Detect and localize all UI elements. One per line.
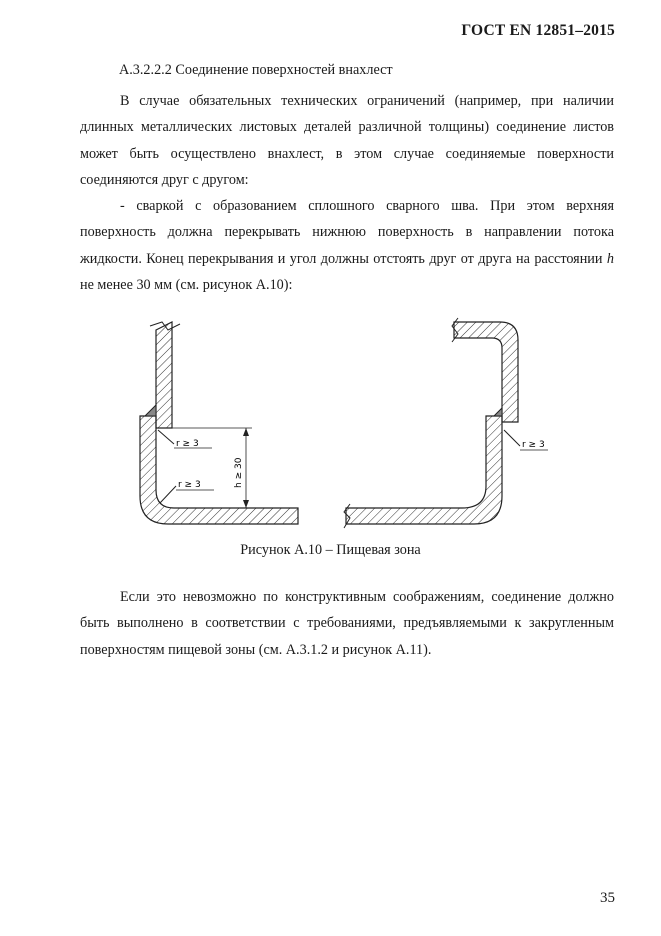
- intro-paragraph: В случае обязательных технических ограничений (например, при наличии длинных металлических листовых деталей различной толщины) соединение листов может быть осуществлено внахлест, в этом случае соединяемые поверхности соединяются друг с другом:: [80, 93, 614, 188]
- right-bottom-sheet: [346, 416, 502, 524]
- page-number: 35: [600, 890, 615, 906]
- left-lower-sheet: [140, 416, 298, 524]
- closing-paragraph: Если это невозможно по конструктивным соображениям, соединение должно быть выполнено в соответствии с требованиями, предъявляемыми к закругленным поверхностям пищевой зоны (см. А.3.1.2 и рисунок А.11).: [80, 589, 614, 658]
- radius-label-lower: r ≥ 3: [178, 480, 201, 490]
- dimension-label-h: h ≥ 30: [234, 457, 244, 488]
- figure-drawing: [0, 300, 661, 545]
- dimension-arrow-bottom: [243, 500, 249, 508]
- closing-body: [80, 584, 614, 663]
- section-heading: А.3.2.2.2 Соединение поверхностей внахлест: [119, 62, 393, 78]
- radius-label-right: r ≥ 3: [522, 440, 545, 450]
- section-body: [80, 88, 614, 298]
- figure-caption: Рисунок А.10 – Пищевая зона: [240, 542, 421, 558]
- left-weld-fillet: [145, 405, 156, 416]
- variable-h: h: [606, 250, 614, 267]
- radius-label-upper: r ≥ 3: [176, 439, 199, 449]
- welding-text-start: - сваркой с образованием сплошного сварного шва. При этом верхняя поверхность должна перекрывать нижнюю поверхность в направлении потока жидкости. Конец перекрывания и угол должны отстоять друг от друга на расстоянии: [80, 198, 614, 267]
- right-upper-sheet: [454, 322, 518, 422]
- radius-leader-lower: [160, 486, 176, 503]
- document-header: ГОСТ EN 12851–2015: [461, 22, 615, 39]
- dimension-arrow-top: [243, 428, 249, 436]
- welding-paragraph: [80, 193, 614, 298]
- figure-a10: [0, 300, 661, 545]
- left-upper-sheet: [156, 322, 172, 428]
- welding-text-end: не менее 30 мм (см. рисунок А.10):: [80, 277, 293, 294]
- right-weld-fillet: [494, 408, 502, 416]
- radius-leader-right: [504, 430, 520, 446]
- radius-leader-upper: [158, 430, 174, 444]
